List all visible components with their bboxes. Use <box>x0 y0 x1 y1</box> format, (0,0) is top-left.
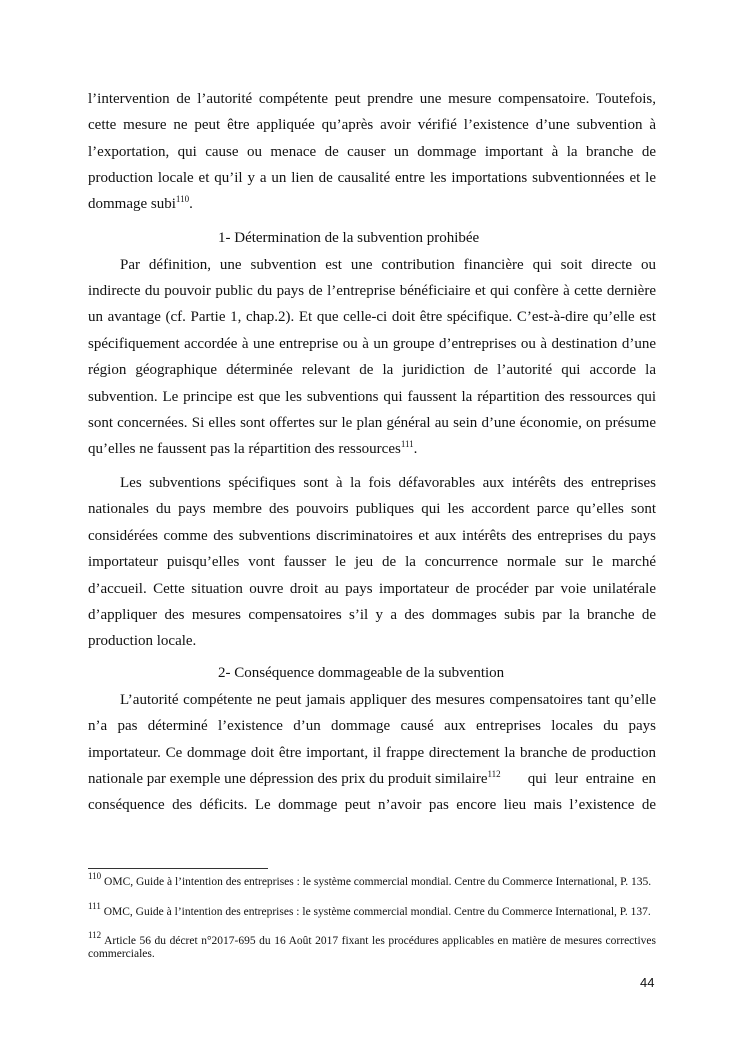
text-line: un avantage (cf. Partie 1, chap.2). Et que celle-ci doit être spécifique. C’est-à-dire qu’elle est <box>88 309 656 325</box>
text-line: d’accueil. Cette situation ouvre droit au pays importateur de procéder par voie unilatérale <box>88 581 656 597</box>
footnote-ref[interactable]: 112 <box>487 769 501 779</box>
text-line: Par définition, une subvention est une contribution financière qui soit directe ou <box>120 257 656 273</box>
text-line: l’exportation, qui cause ou menace de causer un dommage important à la branche de <box>88 144 656 160</box>
footnote-number: 110 <box>88 871 102 881</box>
text-line: indirecte du pouvoir public du pays de l’entreprise bénéficiaire et qui confère à cette dernière <box>88 283 656 299</box>
text-line: spécifiquement accordée à une entreprise ou à un groupe d’entreprises ou à destination d’une <box>88 336 656 352</box>
section-heading: 1- Détermination de la subvention prohibée <box>218 230 480 246</box>
text: nationale par exemple une dépression des prix du produit similaire <box>88 771 488 787</box>
footnote-text: Article 56 du décret n°2017-695 du 16 Août 2017 fixant les procédures applicables en matière de mesures correctives commerciales. <box>88 935 656 960</box>
text-line <box>88 770 656 788</box>
footnote <box>88 930 656 961</box>
footnote-ref[interactable]: 111 <box>400 439 414 449</box>
text-line: Les subventions spécifiques sont à la fois défavorables aux intérêts des entreprises <box>120 475 656 491</box>
text: dommage subi <box>88 196 176 212</box>
footnote-number: 112 <box>88 930 102 940</box>
text-line: sont concernées. Si elles sont offertes sur le plan général au sein d’une économie, on présume <box>88 415 656 431</box>
text-line: conséquence des déficits. Le dommage peut n’avoir pas encore lieu mais l’existence de <box>88 797 656 813</box>
text-line: L’autorité compétente ne peut jamais appliquer des mesures compensatoires tant qu’elle <box>120 692 656 708</box>
section-heading: 2- Conséquence dommageable de la subvention <box>218 665 505 681</box>
footnote-number: 111 <box>88 901 101 911</box>
text-line: production locale et qu’il y a un lien de causalité entre les importations subventionnées et le <box>88 170 656 186</box>
text-line: nationales du pays membre des pouvoirs publiques qui les accordent parce qu’elles sont <box>88 501 656 517</box>
text-line: l’intervention de l’autorité compétente peut prendre une mesure compensatoire. Toutefois, <box>88 91 656 107</box>
footnote-text: OMC, Guide à l’intention des entreprises : le système commercial mondial. Centre du Commerce International, P. 135. <box>101 876 652 888</box>
text-line: importateur. Ce dommage doit être important, il frappe directement la branche de production <box>88 745 656 761</box>
text-line: subvention. Le principe est que les subventions qui faussent la répartition des ressources qui <box>88 389 656 405</box>
page-number: 44 <box>640 975 655 990</box>
text-line: production locale. <box>88 633 197 649</box>
text-line: cette mesure ne peut être appliquée qu’après avoir vérifié l’existence d’une subvention à <box>88 117 656 133</box>
footnote-separator <box>88 868 268 869</box>
text-line: considérées comme des subventions discriminatoires et aux intérêts des entreprises du pays <box>88 528 656 544</box>
text-line: dommage subi$^{110}$. <box>88 194 193 212</box>
footnote <box>88 901 656 919</box>
footnote-ref[interactable]: 110 <box>175 194 190 204</box>
text-line: qu’elles ne faussent pas la répartition des ressources$^{111}$. <box>88 439 418 457</box>
text-line: région géographique déterminée relevant de la juridiction de l’autorité qui accorde la <box>88 362 656 378</box>
text-line: importateur puisqu’elles vont fausser le jeu de la concurrence normale sur le marché <box>88 554 656 570</box>
text-line: d’appliquer des mesures compensatoires s’il y a des dommages subis par la branche de <box>88 607 656 623</box>
footnote-text: OMC, Guide à l’intention des entreprises : le système commercial mondial. Centre du Commerce International, P. 137. <box>100 906 651 918</box>
text: qui leur entraine en <box>527 771 656 787</box>
text-line: n’a pas déterminé l’existence d’un dommage causé aux entreprises locales du pays <box>88 718 656 734</box>
text <box>88 770 501 788</box>
text: qu’elles ne faussent pas la répartition des ressources <box>88 441 401 457</box>
footnote <box>88 871 656 889</box>
